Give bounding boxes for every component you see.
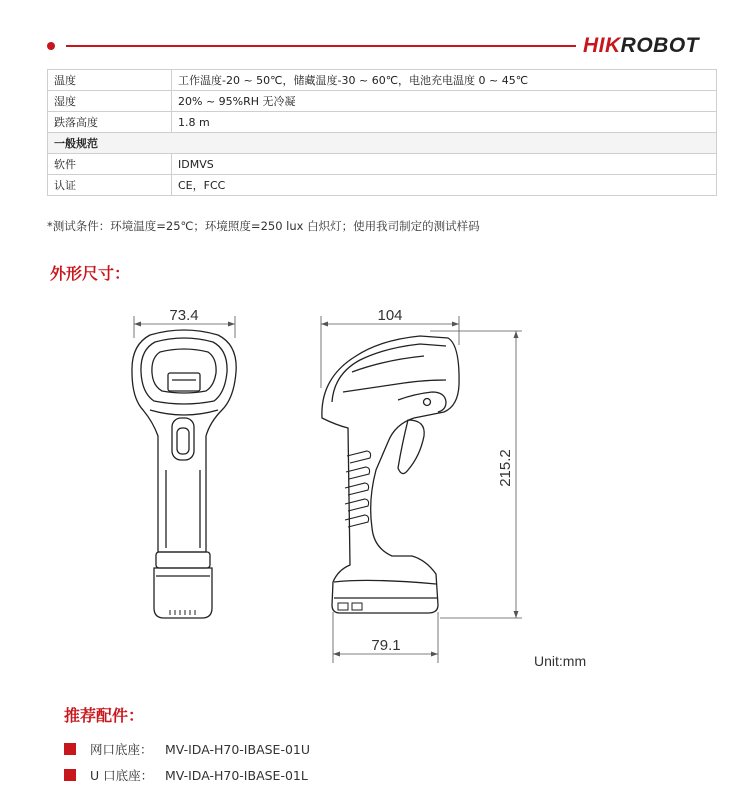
- dim-length-label: 104: [377, 307, 403, 324]
- spec-key: 跌落高度: [48, 112, 172, 133]
- dimension-drawing: [0, 290, 750, 685]
- spec-key: 认证: [48, 175, 172, 196]
- table-row: [48, 175, 717, 196]
- scanner-front-view: [132, 330, 236, 618]
- bullet-square-icon: [64, 743, 76, 755]
- logo-hik: HIK: [583, 34, 621, 57]
- accessory-label: U 口底座：: [90, 768, 154, 783]
- accessory-model: MV-IDA-H70-IBASE-01U: [165, 741, 311, 757]
- spec-value: CE，FCC: [172, 175, 717, 196]
- spec-value: 工作温度-20 ~ 50℃，储藏温度-30 ~ 60℃，电池充电温度 0 ~ 45℃: [172, 70, 717, 91]
- dim-base-label: 79.1: [371, 637, 401, 654]
- table-row: [48, 70, 717, 91]
- list-item: [64, 740, 310, 758]
- dimensions-title: 外形尺寸：: [50, 264, 131, 283]
- dim-width-label: 73.4: [169, 307, 199, 324]
- table-row: [48, 112, 717, 133]
- dim-height-label: 215.2: [497, 449, 514, 487]
- spec-value: IDMVS: [172, 154, 717, 175]
- accessory-model: MV-IDA-H70-IBASE-01L: [165, 767, 308, 783]
- bullet-square-icon: [64, 769, 76, 781]
- test-conditions-note: *测试条件：环境温度=25℃；环境照度=250 lux 白炽灯；使用我司制定的测试样码: [47, 219, 480, 233]
- spec-key: 温度: [48, 70, 172, 91]
- spec-value: 20% ~ 95%RH 无冷凝: [172, 91, 717, 112]
- accessories-title: 推荐配件：: [64, 706, 145, 725]
- list-item: [64, 766, 308, 784]
- scanner-side-view: [322, 336, 459, 613]
- spec-table: [47, 69, 717, 196]
- spec-key: 软件: [48, 154, 172, 175]
- table-row: [48, 91, 717, 112]
- unit-label: Unit:mm: [534, 653, 587, 669]
- spec-key: 湿度: [48, 91, 172, 112]
- spec-group-heading: 一般规范: [48, 133, 717, 154]
- accessory-label: 网口底座：: [90, 742, 153, 757]
- brand-logo: [583, 34, 699, 58]
- spec-value: 1.8 m: [172, 112, 717, 133]
- logo-robot: ROBOT: [620, 34, 699, 57]
- header-dot: [47, 42, 55, 50]
- header-rule: [66, 45, 576, 47]
- table-group-row: [48, 133, 717, 154]
- table-row: [48, 154, 717, 175]
